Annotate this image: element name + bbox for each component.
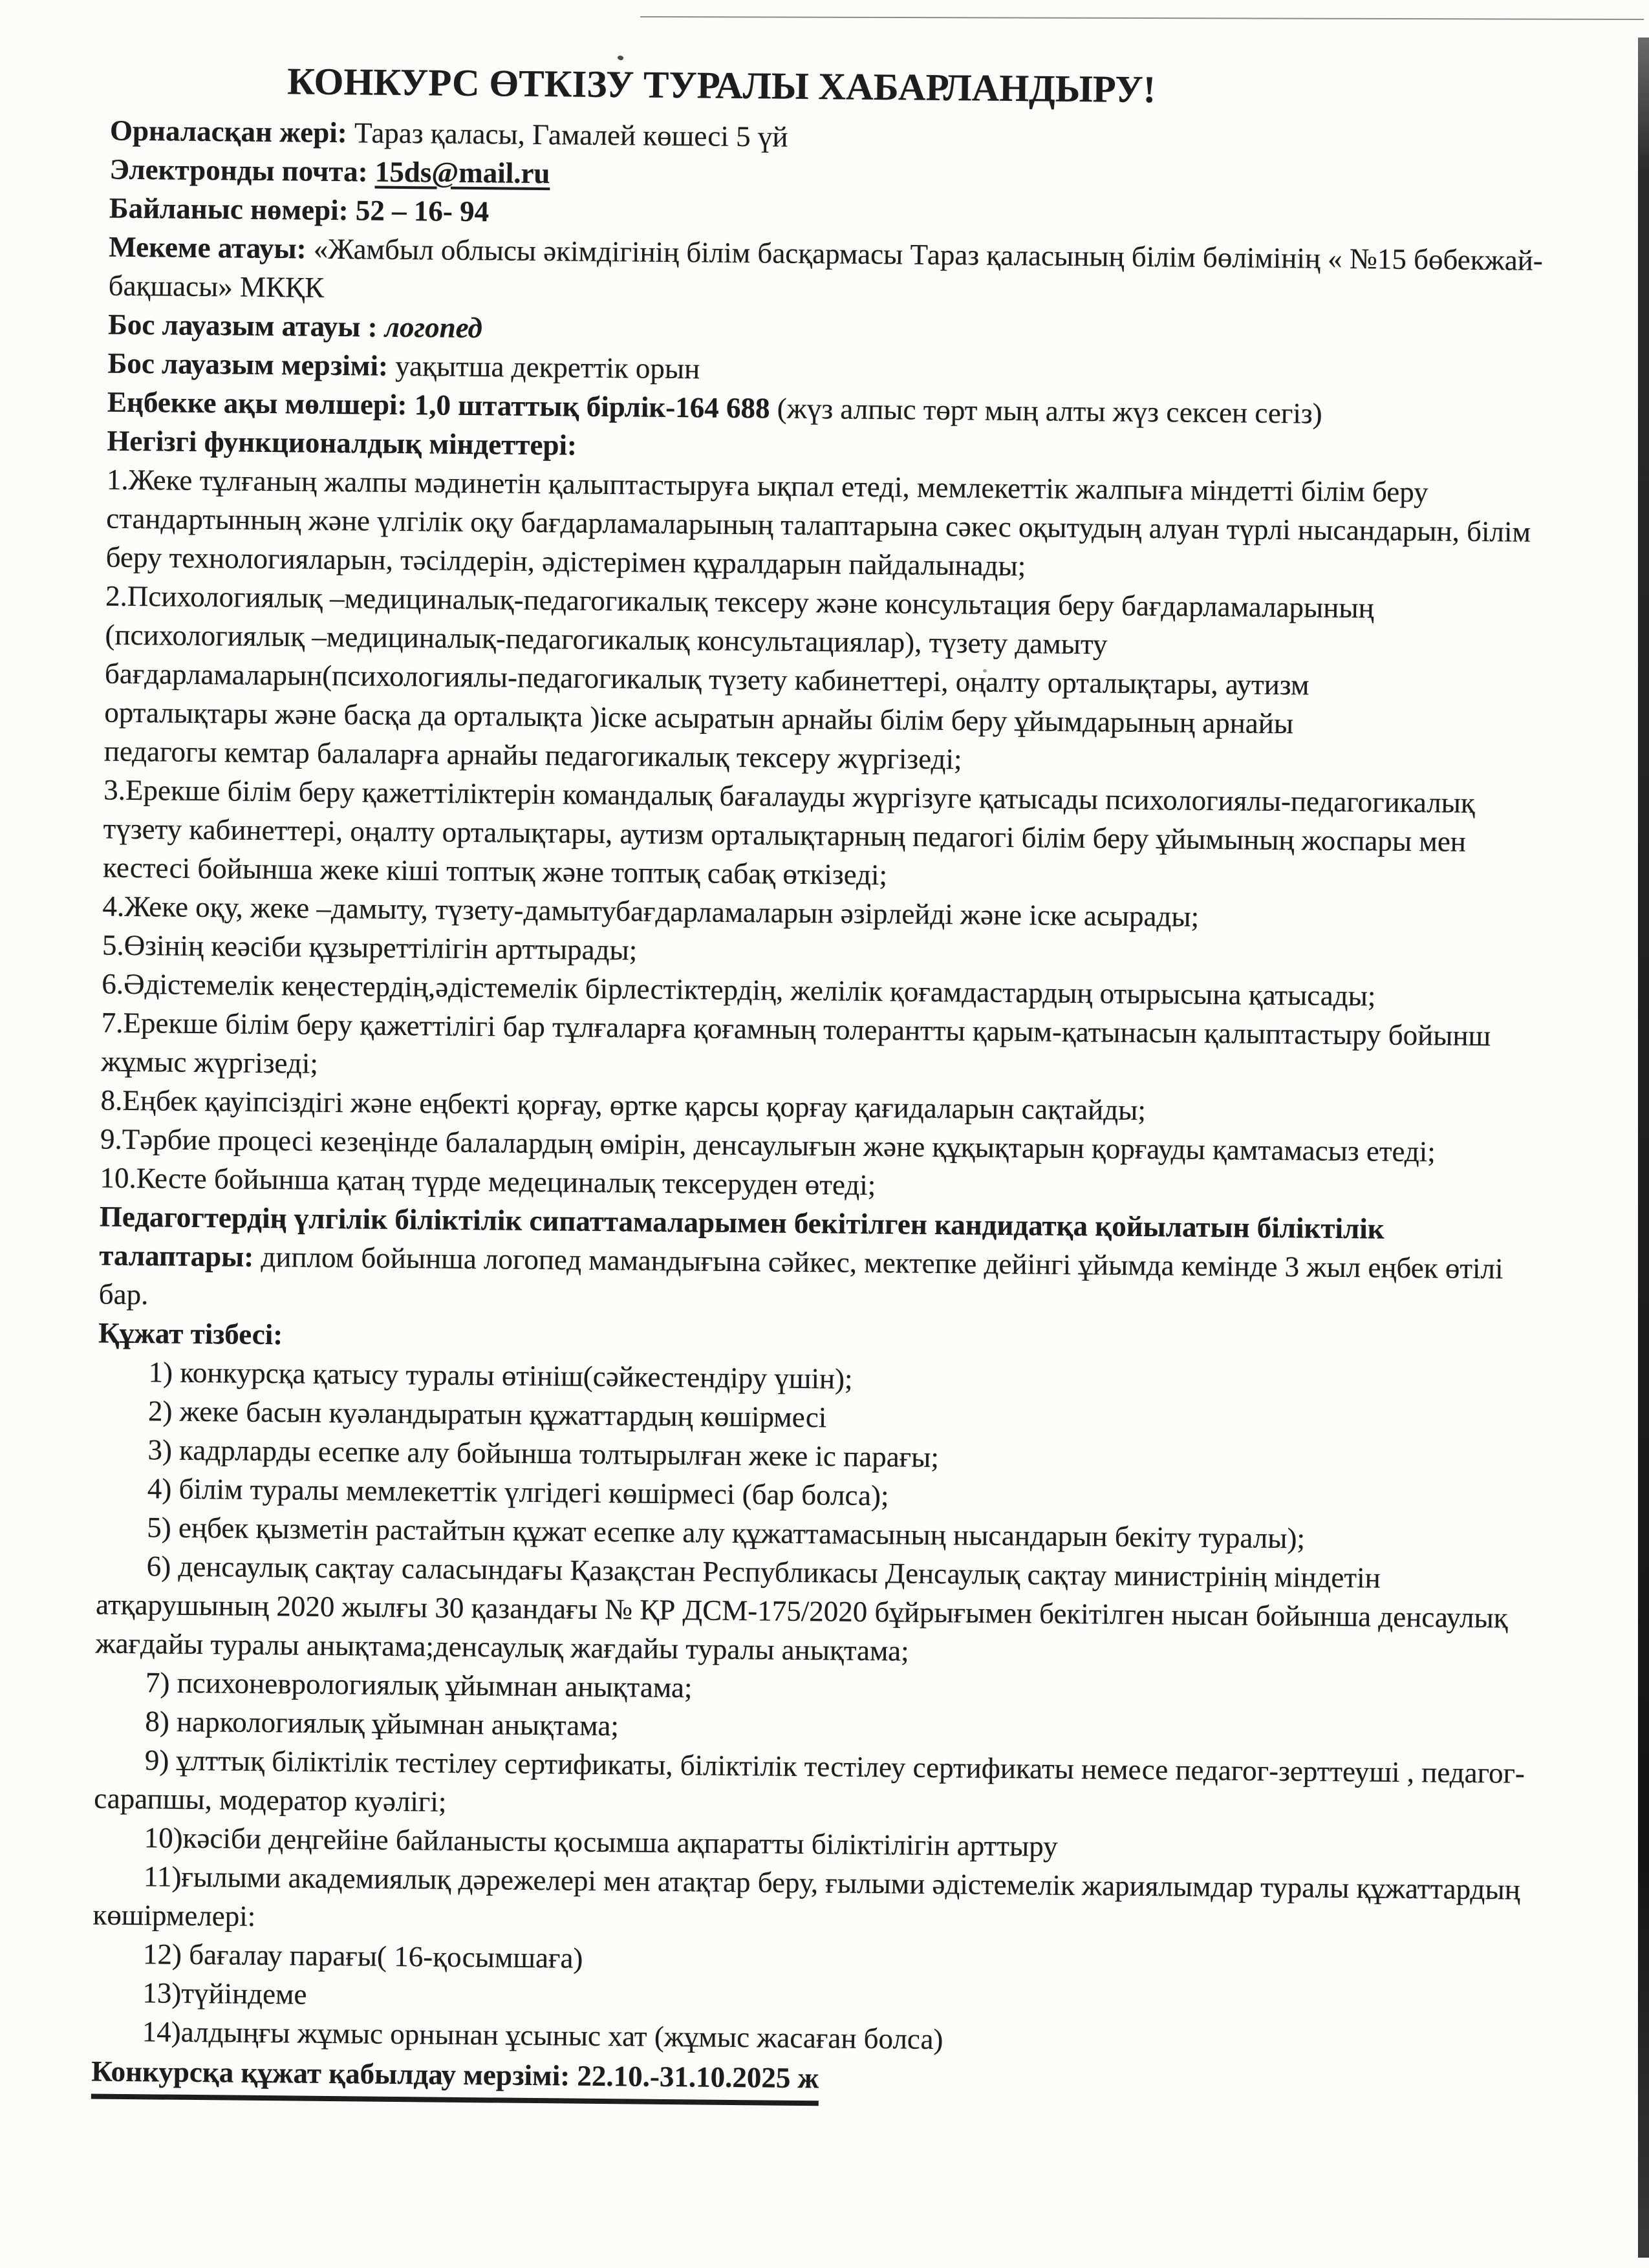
document-item-5: 5) еңбек қызметін растайтын құжат есепке алу құжаттамасының нысандарын бекіту туралы); (147, 1511, 1306, 1555)
field-vacancy-term-value: уақытша декреттік орын (394, 349, 700, 385)
field-phone-value: 52 – 16- 94 (355, 194, 490, 228)
field-email-label: Электронды почта: (109, 153, 368, 188)
field-vacancy-title-value: логопед (384, 310, 483, 345)
document-item-4: 4) білім туралы мемлекеттік үлгідегі көшірмесі (бар болса); (147, 1472, 889, 1512)
duties-heading: Негізгі функционалдық міндеттері: (107, 424, 577, 462)
document-item-11: 11)ғылыми академиялық дәрежелері мен атақтар беру, ғылыми әдістемелік жариялымдар туралы құжаттардың көшірмелері: (92, 1860, 1521, 1932)
document-item-6: 6) денсаулық сақтау саласындағы Қазақстан Республикасы Денсаулық сақтау министрінің міндетін атқарушының 2020 жылғы 30 қазандағы № ҚР ДСМ-175/2020 бұйрығымен бекітілген нысан бойынша денсаулық жағдайы туралы анықтама;денсаулық жағдайы туралы анықтама; (95, 1550, 1508, 1667)
document-item-8: 8) наркологиялық ұйымнан анықтама; (145, 1705, 620, 1742)
duty-item-6: 6.Әдістемелік кеңестердің,әдістемелік бірлестіктердің, желілік қоғамдастардың отырысына қатысады; (102, 967, 1376, 1012)
duty-item-3: 3.Ерекше білім беру қажеттіліктерін командалық бағалауды жүргізуге қатысады психологиялы-педагогикалық түзету кабинеттері, оңалту орталықтары, аутизм орталықтарның педагогі білім беру ұйымының жоспары мен кестесі бойынша жеке кіші топтық және топтық сабақ өткізеді; (102, 773, 1476, 892)
field-vacancy-term-label: Бос лауазым мерзімі: (107, 347, 389, 382)
application-deadline-text: Конкурсқа құжат қабылдау мерзімі: 22.10.-31.10.2025 ж (91, 2051, 819, 2106)
field-vacancy-title-label: Бос лауазым атауы : (107, 308, 378, 343)
document-item-7: 7) психоневрологиялық ұйымнан анықтама; (145, 1666, 693, 1704)
document-item-14: 14)алдыңғы жұмыс орнынан ұсыныс хат (жұмыс жасаған болса) (142, 2015, 943, 2056)
field-salary-value-words: (жүз алпыс төрт мың алты жүз сексен сегіз) (777, 392, 1322, 430)
field-location-value: Тараз қаласы, Гамалей көшесі 5 үй (354, 116, 788, 153)
document-item-9: 9) ұлттық біліктілік тестілеу сертификаты, біліктілік тестілеу сертификаты немесе педагог-зерттеуші , педагог-сарапшы, модератор куәлігі; (94, 1744, 1525, 1818)
document-item-2: 2) жеке басын куәландыратын құжаттардың көшірмесі (147, 1395, 827, 1434)
qualification-requirements (98, 1197, 1535, 1327)
field-salary-label: Еңбекке ақы мөлшері: (107, 385, 407, 422)
duty-item-8: 8.Еңбек қауіпсіздігі және еңбекті қорғау, өртке қарсы қорғау қағидаларын сақтайды; (100, 1084, 1147, 1127)
duty-item-2: 2.Психологиялық –медициналық-педагогикалық тексеру және консультация беру бағдарламаларының (психологиялық –медициналық-педагогикалық консультациялар), түзету дамыту бағдарламаларын(психологиялы-педагогикалық түзету кабинеттері, оңалту орталықтары, аутизм орталықтары және басқа да орталықта )іске асыратын арнайы білім беру ұйымдарының арнайы педагогы кемтар балаларға арнайы педагогикалық тексеру жүргізеді; (103, 579, 1374, 776)
duty-item-5: 5.Өзінің кеәсіби құзыреттілігін арттырады; (102, 928, 638, 967)
field-email-value: 15ds@mail.ru (374, 155, 550, 190)
duty-item-4: 4.Жеке оқу, жеке –дамыту, түзету-дамытубағдарламаларын әзірлейді және іске асырады; (102, 890, 1200, 933)
duty-item-9: 9.Тәрбие процесі кезеңінде балалардың өмірін, денсаулығын және құқықтарын қорғауды қамтамасыз етеді; (100, 1122, 1436, 1168)
document-item-13: 13)түйіндеме (142, 1976, 307, 2011)
document-item-12: 12) бағалау парағы( 16-қосымшаға) (142, 1938, 583, 1974)
duty-item-10: 10.Кесте бойынша қатаң түрде медециналық тексеруден өтеді; (100, 1161, 876, 1202)
field-organization-value: «Жамбыл облысы әкімдігінің білім басқармасы Тараз қаласының білім бөлімінің « №15 бөбекжай-бақшасы» МКҚК (108, 232, 1544, 304)
document-item-1: 1) конкурсқа қатысу туралы өтініш(сәйкестендіру үшін); (148, 1356, 853, 1395)
duty-item-7: 7.Ерекше білім беру қажеттілігі бар тұлғаларға қоғамның толерантты қарым-қатынасын қалыптастыру бойынш жұмыс жүргізеді; (100, 1006, 1491, 1080)
qualification-requirements-text: диплом бойынша логопед мамандығына сәйкес, мектепке дейінгі ұйымда кемінде 3 жыл еңбек өтілі бар. (98, 1240, 1503, 1311)
field-organization (108, 228, 1544, 319)
field-location-label: Орналасқан жері: (109, 114, 347, 149)
field-phone-label: Байланыс нөмері: (109, 191, 349, 227)
document-item-3: 3) кадрларды есепке алу бойынша толтырылған жеке іс парағы; (147, 1433, 940, 1474)
documents-heading: Құжат тізбесі: (98, 1316, 283, 1351)
document-title: КОНКУРС ӨТКІЗУ ТУРАЛЫ ХАБАРЛАНДЫРУ! (286, 59, 1156, 111)
field-salary-value: 1,0 штаттық бірлік-164 688 (414, 389, 770, 425)
document-item-10: 10)кәсіби деңгейіне байланысты қосымша ақпаратты біліктілігін арттыру (144, 1821, 1058, 1863)
duty-item-1: 1.Жеке тұлғаның жалпы мәдинетін қалыптастыруға ықпал етеді, мемлекеттік жалпыға міндетті білім беру стандартынның және үлгілік оқу бағдарламаларының талаптарына сәкес оқытудың алуан түрлі нысандарын, білім беру технологияларын, тәсілдерін, әдістерімен құралдарын пайдалынады; (105, 463, 1531, 583)
field-organization-label: Мекеме атауы: (109, 230, 307, 265)
qualification-requirements-label: Педагогтердің үлгілік біліктілік сипаттамаларымен бекітілген кандидатқа қойылатын біліктілік талаптары: (99, 1200, 1385, 1273)
